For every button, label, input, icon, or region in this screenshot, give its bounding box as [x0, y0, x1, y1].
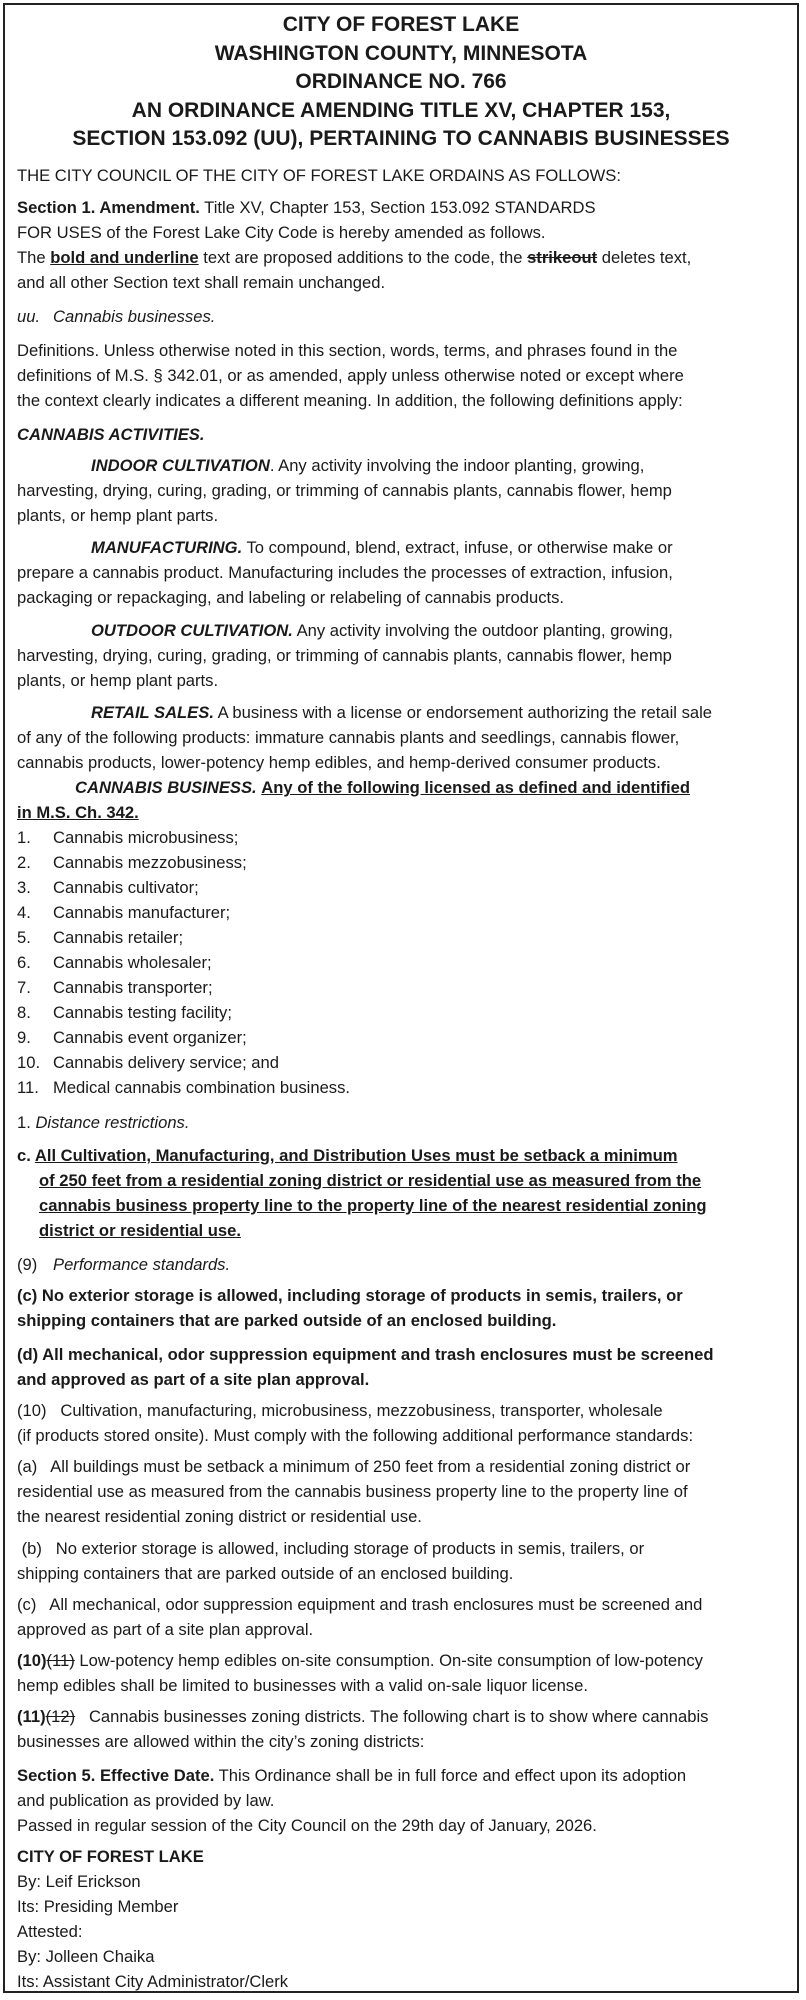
business-list-item: 2. Cannabis mezzobusiness; [17, 853, 247, 872]
distance-c-line3: cannabis business property line to the property line of the nearest residential zoning [39, 1196, 707, 1215]
business-list-item: 1. Cannabis microbusiness; [17, 828, 239, 847]
section5-line1: Section 5. Effective Date. This Ordinance shall be in full force and effect upon its adoption [17, 1766, 687, 1785]
section1-line3: The bold and underline text are proposed additions to the code, the strikeout deletes text, [17, 248, 692, 267]
section1-heading: Section 1. Amendment. [17, 198, 200, 217]
signature-its-mayor: Its: Presiding Member [17, 1897, 179, 1916]
header-ordinance-title-2: SECTION 153.092 (UU), PERTAINING TO CANNABIS BUSINESSES [72, 127, 730, 150]
header-county: WASHINGTON COUNTY, MINNESOTA [214, 42, 588, 65]
section5-heading: Section 5. Effective Date. [17, 1766, 215, 1785]
signature-city: CITY OF FOREST LAKE [17, 1847, 204, 1866]
hemp-line1: (10)(11) Low-potency hemp edibles on-site consumption. On-site consumption of low-potency [17, 1651, 703, 1670]
performance-d-line2: and approved as part of a site plan approval. [17, 1370, 370, 1389]
business-line1: CANNABIS BUSINESS. Any of the following licensed as defined and identified [75, 778, 690, 797]
preamble: THE CITY COUNCIL OF THE CITY OF FOREST LAKE ORDAINS AS FOLLOWS: [17, 166, 621, 185]
ten-a-line1: (a) All buildings must be setback a minimum of 250 feet from a residential zoning district or [17, 1457, 691, 1476]
performance-heading: (9) Performance standards. [17, 1255, 231, 1274]
manufacturing-line2: prepare a cannabis product. Manufacturing includes the processes of extraction, infusion, [17, 563, 673, 582]
section1-line4: and all other Section text shall remain unchanged. [17, 273, 386, 292]
signature-its-clerk: Its: Assistant City Administrator/Clerk [17, 1972, 289, 1991]
hemp-line2: hemp edibles shall be limited to businesses with a valid on-sale liquor license. [17, 1676, 588, 1695]
outdoor-line3: plants, or hemp plant parts. [17, 671, 219, 690]
section1-line2: FOR USES of the Forest Lake City Code is hereby amended as follows. [17, 223, 546, 242]
performance-c-line1: (c) No exterior storage is allowed, including storage of products in semis, trailers, or [17, 1286, 683, 1305]
distance-c-line4: district or residential use. [39, 1221, 241, 1240]
manufacturing-term: MANUFACTURING. [91, 538, 243, 557]
ten-c-line1: (c) All mechanical, odor suppression equipment and trash enclosures must be screened and [17, 1595, 703, 1614]
zoning-line2: businesses are allowed within the city’s zoning districts: [17, 1732, 425, 1751]
ten-a-line3: the nearest residential zoning district or residential use. [17, 1507, 422, 1526]
business-list-item: 3. Cannabis cultivator; [17, 878, 199, 897]
definitions-line2: definitions of M.S. § 342.01, or as amended, apply unless otherwise noted or except where [17, 366, 684, 385]
manufacturing-line3: packaging or repackaging, and labeling or relabeling of cannabis products. [17, 588, 565, 607]
business-term: CANNABIS BUSINESS. [75, 778, 257, 797]
strikeout-sample: strikeout [527, 248, 598, 267]
ten-b-line1: (b) No exterior storage is allowed, including storage of products in semis, trailers, or [17, 1539, 645, 1558]
section5-line2: and publication as provided by law. [17, 1791, 275, 1810]
retail-line2: of any of the following products: immature cannabis plants and seedlings, cannabis flower, [17, 728, 680, 747]
outdoor-line1: OUTDOOR CULTIVATION. Any activity involving the outdoor planting, growing, [91, 621, 673, 640]
business-list-item: 4. Cannabis manufacturer; [17, 903, 231, 922]
outdoor-term: OUTDOOR CULTIVATION. [91, 621, 293, 640]
ordinance-notice [3, 3, 799, 1993]
definitions-line3: the context clearly indicates a different meaning. In addition, the following definitions apply: [17, 391, 683, 410]
distance-c-line1: c. All Cultivation, Manufacturing, and Distribution Uses must be setback a minimum [17, 1146, 678, 1165]
signature-by-mayor: By: Leif Erickson [17, 1872, 141, 1891]
retail-line3: cannabis products, lower-potency hemp edibles, and hemp-derived consumer products. [17, 753, 661, 772]
ten-c-line2: approved as part of a site plan approval. [17, 1620, 314, 1639]
business-list-item: 8. Cannabis testing facility; [17, 1003, 232, 1022]
retail-line1: RETAIL SALES. A business with a license or endorsement authorizing the retail sale [91, 703, 713, 722]
outdoor-line2: harvesting, drying, curing, grading, or trimming of cannabis plants, cannabis flower, hemp [17, 646, 672, 665]
signature-attested: Attested: [17, 1922, 83, 1941]
business-line2: in M.S. Ch. 342. [17, 803, 139, 822]
manufacturing-line1: MANUFACTURING. To compound, blend, extract, infuse, or otherwise make or [91, 538, 673, 557]
retail-term: RETAIL SALES. [91, 703, 214, 722]
definitions-line1: Definitions. Unless otherwise noted in this section, words, terms, and phrases found in the [17, 341, 678, 360]
ten-line2: (if products stored onsite). Must comply with the following additional performance standards: [17, 1426, 694, 1445]
indoor-line3: plants, or hemp plant parts. [17, 506, 219, 525]
performance-d-line1: (d) All mechanical, odor suppression equipment and trash enclosures must be screened [17, 1345, 714, 1364]
activities-heading: CANNABIS ACTIVITIES. [17, 425, 205, 444]
zoning-line1: (11)(12) Cannabis businesses zoning districts. The following chart is to show where cannabis [17, 1707, 709, 1726]
indoor-term: INDOOR CULTIVATION [91, 456, 270, 475]
business-list-item: 7. Cannabis transporter; [17, 978, 213, 997]
distance-c-line2: of 250 feet from a residential zoning district or residential use as measured from the [39, 1171, 702, 1190]
signature-by-clerk: By: Jolleen Chaika [17, 1947, 155, 1966]
business-list-item: 10. Cannabis delivery service; and [17, 1053, 279, 1072]
ten-a-line2: residential use as measured from the cannabis business property line to the property line of [17, 1482, 688, 1501]
header-city: CITY OF FOREST LAKE [282, 13, 520, 36]
ten-b-line2: shipping containers that are parked outside of an enclosed building. [17, 1564, 514, 1583]
bold-underline-sample: bold and underline [50, 248, 199, 267]
business-list-item: 6. Cannabis wholesaler; [17, 953, 212, 972]
performance-c-line2: shipping containers that are parked outside of an enclosed building. [17, 1311, 557, 1330]
header-ordinance-number: ORDINANCE NO. 766 [295, 70, 507, 93]
distance-heading: 1. Distance restrictions. [17, 1113, 190, 1132]
ten-line1: (10) Cultivation, manufacturing, microbusiness, mezzobusiness, transporter, wholesale [17, 1401, 663, 1420]
section5-line3: Passed in regular session of the City Council on the 29th day of January, 2026. [17, 1816, 597, 1835]
indoor-line2: harvesting, drying, curing, grading, or trimming of cannabis plants, cannabis flower, hemp [17, 481, 672, 500]
business-list-item: 9. Cannabis event organizer; [17, 1028, 247, 1047]
business-list-item: 11. Medical cannabis combination business. [17, 1078, 351, 1097]
uu-heading: uu. Cannabis businesses. [17, 307, 216, 326]
indoor-line1: INDOOR CULTIVATION. Any activity involving the indoor planting, growing, [91, 456, 645, 475]
business-list-item: 5. Cannabis retailer; [17, 928, 184, 947]
section1-line1: Section 1. Amendment. Title XV, Chapter 153, Section 153.092 STANDARDS [17, 198, 596, 217]
header-ordinance-title-1: AN ORDINANCE AMENDING TITLE XV, CHAPTER 153, [131, 99, 671, 122]
